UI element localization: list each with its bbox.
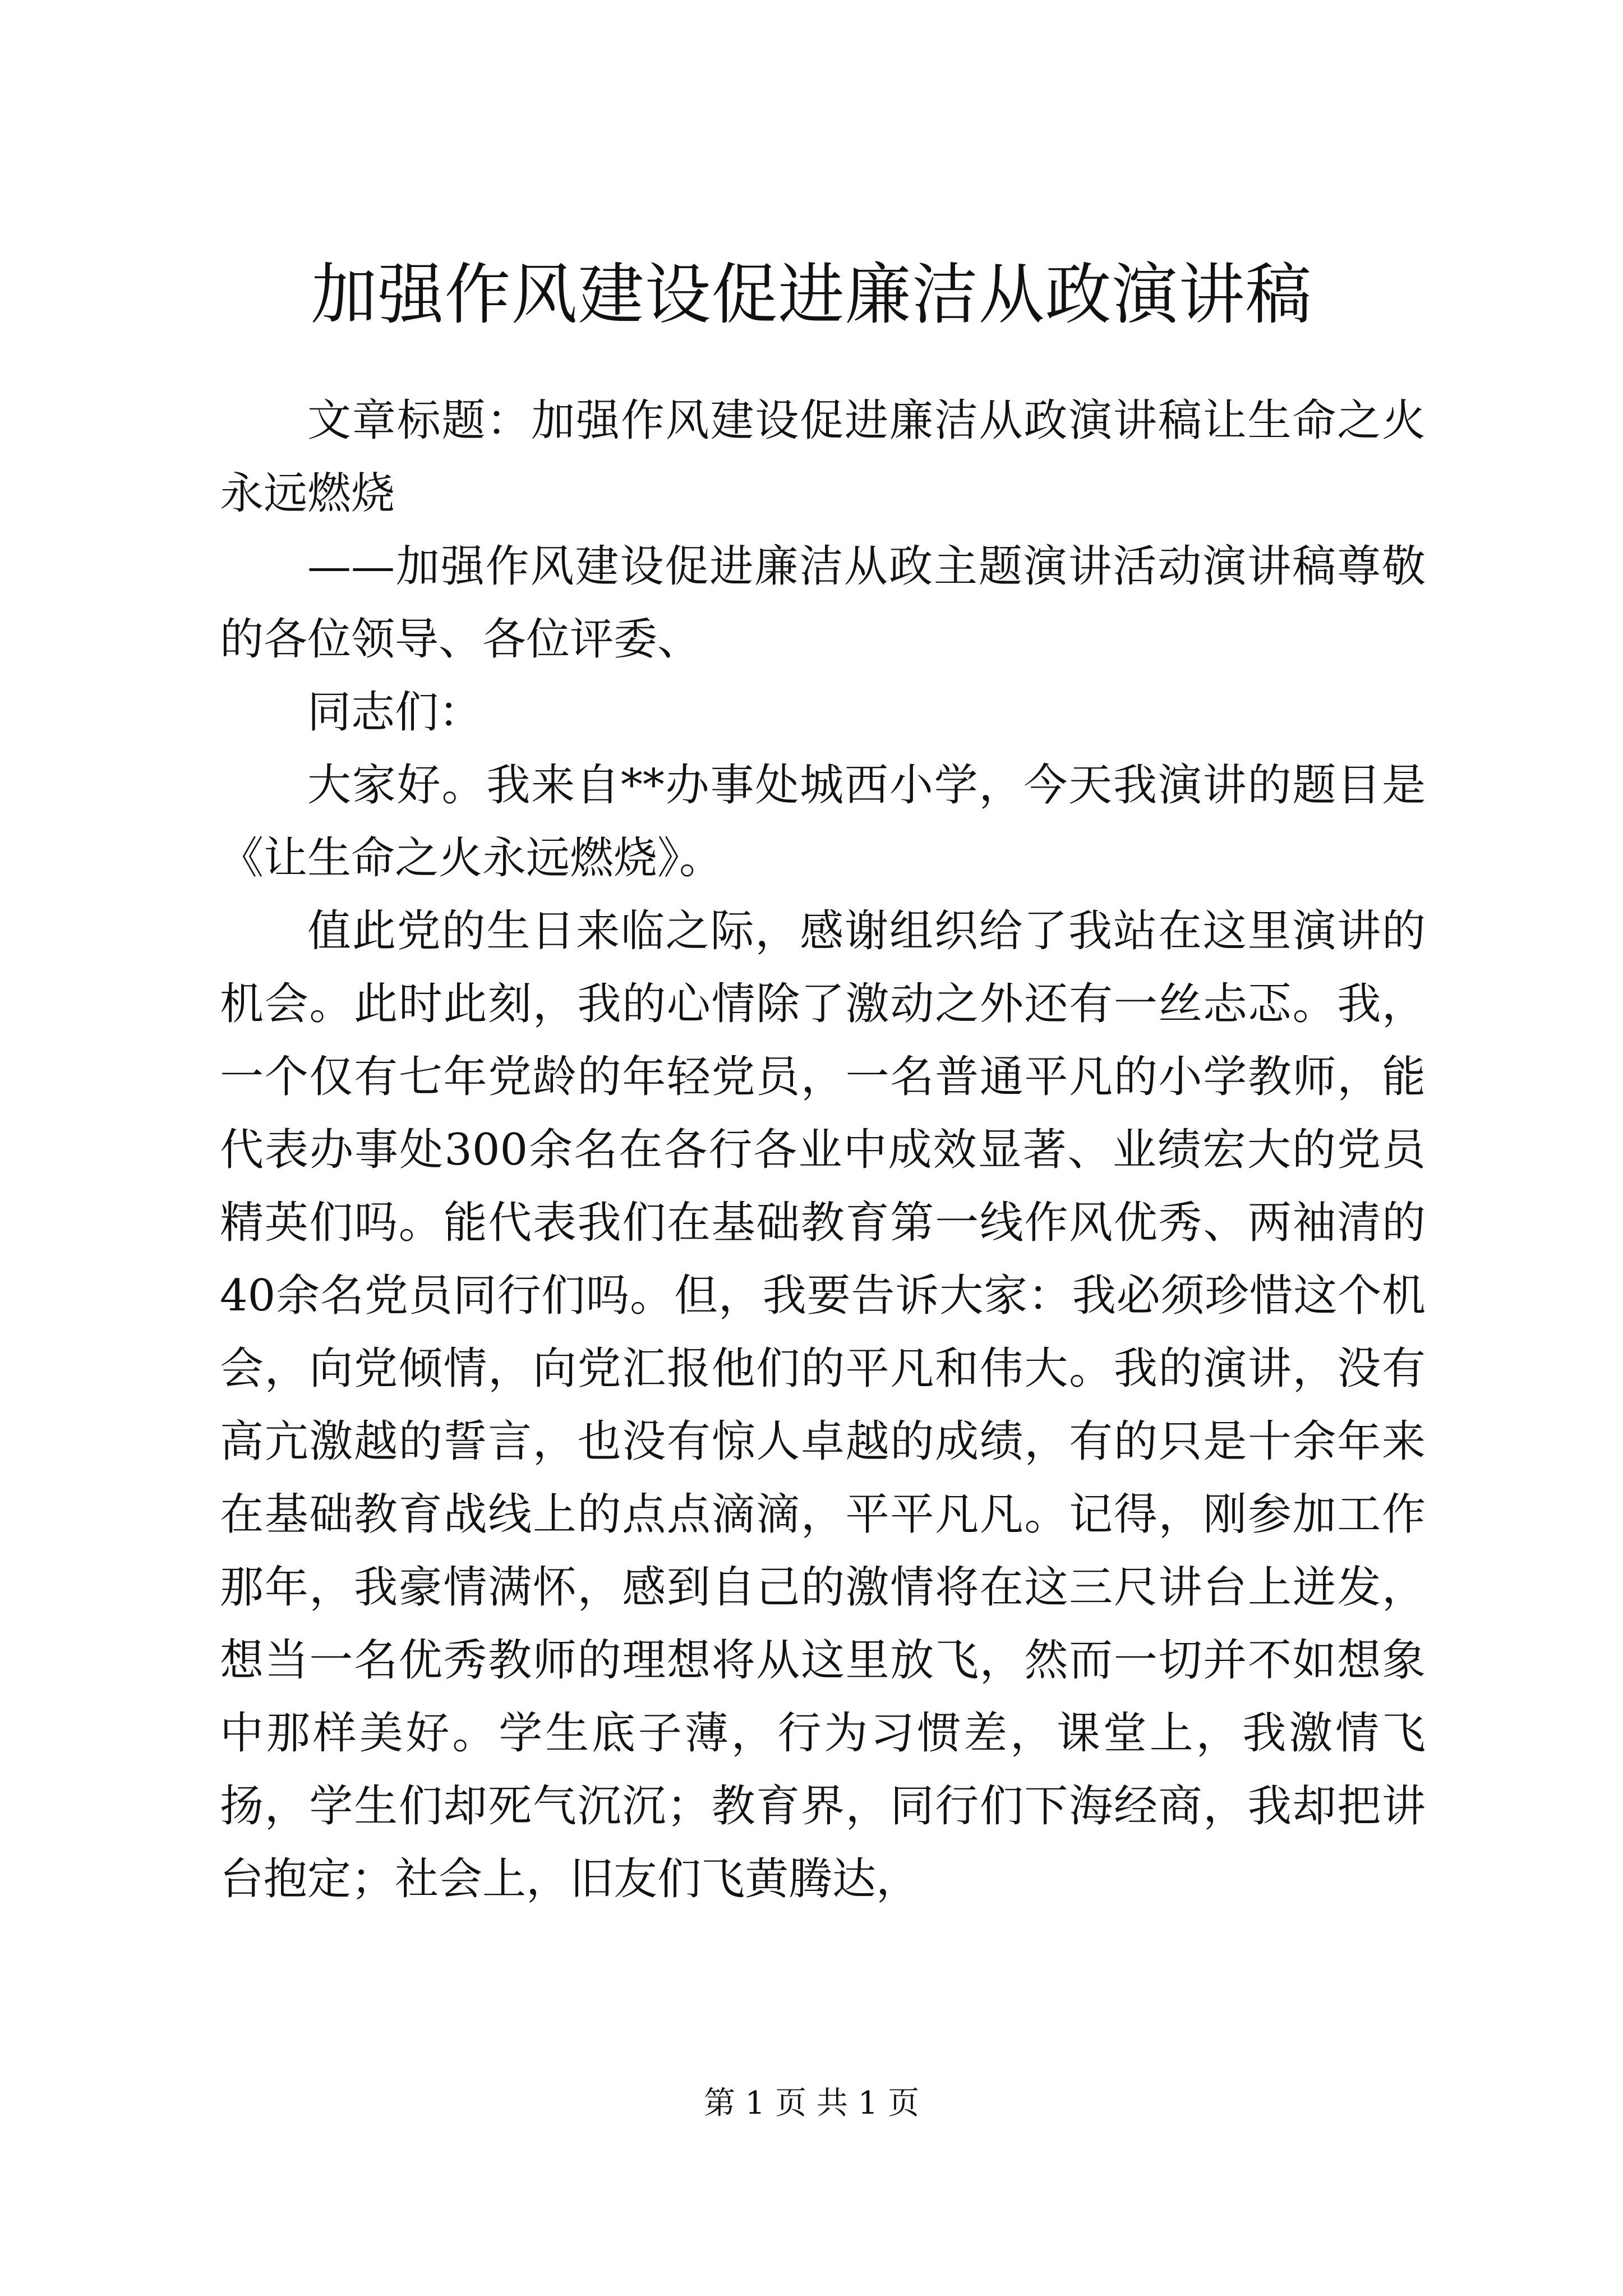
paragraph-intro: 大家好。我来自**办事处城西小学，今天我演讲的题目是《让生命之火永远燃烧》。 [220,760,1426,884]
paragraph-subtitle: ——加强作风建设促进廉洁从政主题演讲活动演讲稿尊敬的各位领导、各位评委、 [220,541,1426,665]
paragraph-greeting: 同志们： [307,687,483,738]
page-footer: 第 1 页 共 1 页 [703,2085,920,2122]
paragraph-main: 值此党的生日来临之际，感谢组织给了我站在这里演讲的机会。此时此刻，我的心情除了激动之外还有一丝忐忑。我，一个仅有七年党龄的年轻党员，一名普通平凡的小学教师，能代表办事处300余名在各行各业中成效显著、业绩宏大的党员精英们吗。能代表我们在基础教育第一线作风优秀、两袖清的40余名党员同行们吗。但，我要告诉大家：我必须珍惜这个机会，向党倾情，向党汇报他们的平凡和伟大。我的演讲，没有高亢激越的誓言，也没有惊人卓越的成绩，有的只是十余年来在基础教育战线上的点点滴滴，平平凡凡。记得，刚参加工作那年，我豪情满怀，感到自己的激情将在这三尺讲台上迸发，想当一名优秀教师的理想将从这里放飞，然而一切并不如想象中那样美好。学生底子薄，行为习惯差，课堂上，我激情飞扬，学生们却死气沉沉；教育界，同行们下海经商，我却把讲台抱定；社会上，旧友们飞黄腾达， [220,906,1426,1904]
paragraph-article-title: 文章标题：加强作风建设促进廉洁从政演讲稿让生命之火永远燃烧 [220,395,1426,519]
document-body [220,384,1426,1916]
document-title: 加强作风建设促进廉洁从政演讲稿 [311,256,1312,333]
